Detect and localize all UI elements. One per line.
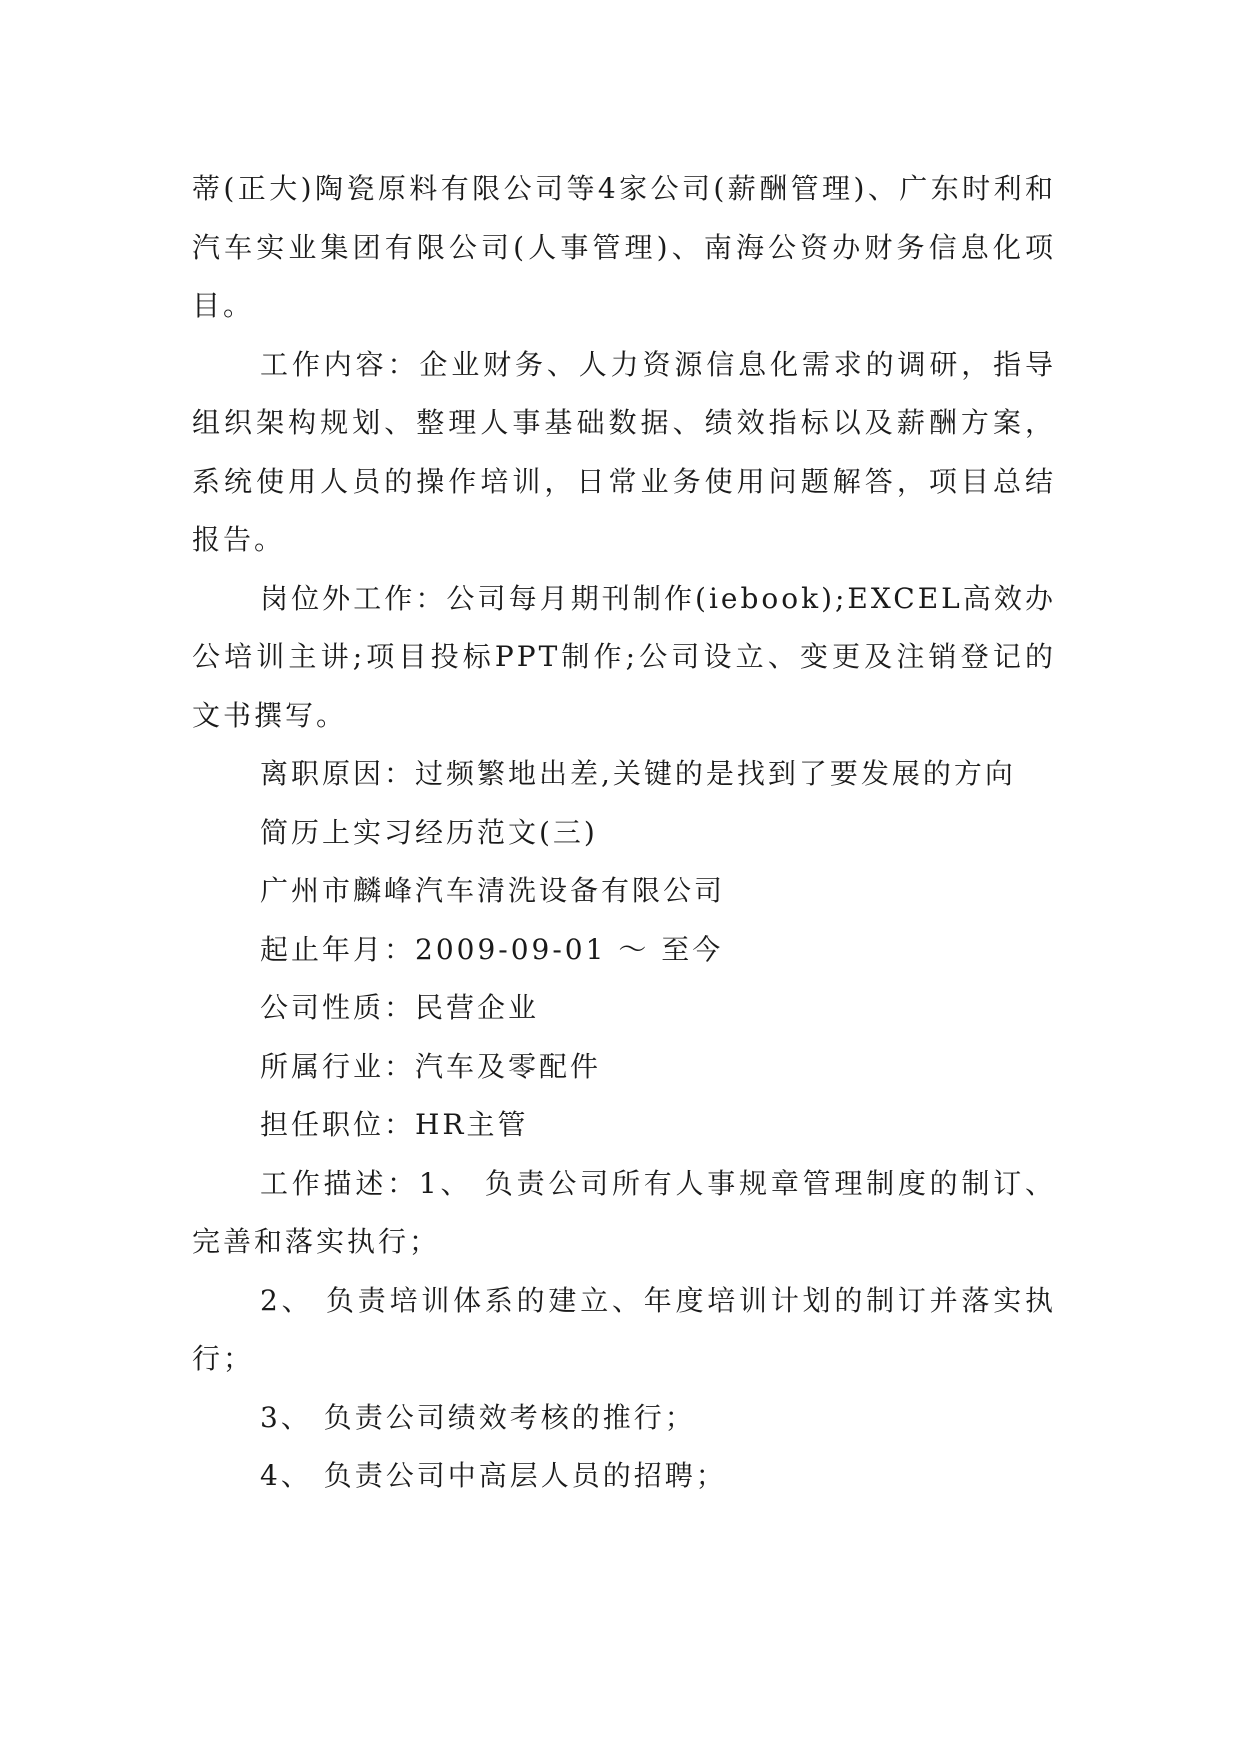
industry: 所属行业：汽车及零配件 [260,1049,602,1083]
document-body [192,160,1056,1506]
section-heading: 简历上实习经历范文(三) [260,815,598,849]
position: 担任职位：HR主管 [260,1108,529,1141]
company-type: 公司性质：民营企业 [260,991,540,1024]
date-range: 起止年月：2009-09-01 ～ 至今 [260,932,724,966]
job-description-item-2: 2、 负责培训体系的建立、年度培训计划的制订并落实执行； [192,1283,1056,1375]
paragraph-work-content: 工作内容：企业财务、人力资源信息化需求的调研，指导组织架构规划、整理人事基础数据、绩效指标以及薪酬方案，系统使用人员的操作培训，日常业务使用问题解答，项目总结报告。 [192,347,1056,556]
job-description-item-1: 工作描述：1、 负责公司所有人事规章管理制度的制订、完善和落实执行； [192,1166,1056,1258]
job-description-item-3: 3、 负责公司绩效考核的推行； [260,1400,696,1434]
paragraph-continuation: 蒂(正大)陶瓷原料有限公司等4家公司(薪酬管理)、广东时利和汽车实业集团有限公司(人事管理)、南海公资办财务信息化项目。 [192,172,1056,322]
company-name: 广州市麟峰汽车清洗设备有限公司 [260,874,726,907]
paragraph-leave-reason: 离职原因：过频繁地出差,关键的是找到了要发展的方向 [260,757,1016,790]
job-description-item-4: 4、 负责公司中高层人员的招聘； [260,1459,727,1492]
paragraph-extra-work: 岗位外工作：公司每月期刊制作(iebook);EXCEL高效办公培训主讲;项目投标PPT制作;公司设立、变更及注销登记的文书撰写。 [192,581,1056,732]
